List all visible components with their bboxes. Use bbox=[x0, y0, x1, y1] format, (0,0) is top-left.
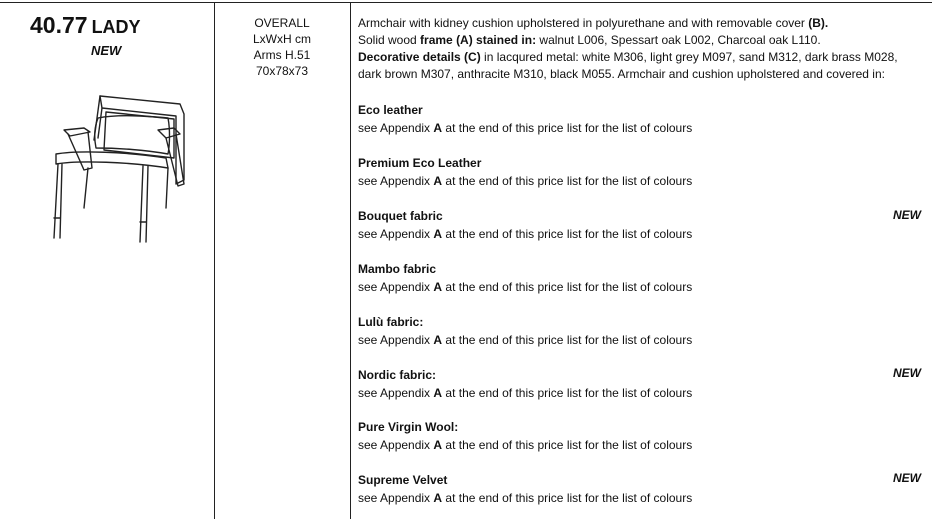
product-new-badge: NEW bbox=[91, 43, 122, 58]
option-pure-virgin-wool bbox=[358, 418, 692, 454]
option-note: see Appendix A at the end of this price list for the list of colours bbox=[358, 438, 693, 452]
option-title: Lulù fabric: bbox=[358, 315, 424, 329]
option-note: see Appendix A at the end of this price list for the list of colours bbox=[358, 121, 693, 135]
dimensions-values: 70x78x73 bbox=[255, 64, 309, 78]
product-code: 40.77 bbox=[30, 12, 88, 38]
description-line-2: Solid wood frame (A) stained in: walnut L006, Spessart oak L002, Charcoal oak L110. bbox=[358, 33, 821, 47]
option-premium-eco-leather bbox=[358, 154, 692, 190]
top-rule bbox=[0, 2, 932, 3]
description-line-3: Decorative details (C) in lacqured metal: white M306, light grey M097, sand M312, dark brass M028, bbox=[358, 50, 898, 64]
option-lulu-fabric bbox=[358, 313, 692, 349]
dimensions-units: LxWxH cm bbox=[253, 32, 311, 46]
option-title: Pure Virgin Wool: bbox=[358, 420, 459, 434]
option-title: Supreme Velvet bbox=[358, 473, 448, 487]
dimensions-label: OVERALL bbox=[254, 16, 310, 30]
option-note: see Appendix A at the end of this price list for the list of colours bbox=[358, 227, 693, 241]
option-nordic-fabric bbox=[358, 366, 692, 402]
option-note: see Appendix A at the end of this price list for the list of colours bbox=[358, 491, 693, 505]
dimensions-block bbox=[216, 15, 348, 79]
description-line-1: Armchair with kidney cushion upholstered in polyurethane and with removable cover (B). bbox=[358, 16, 829, 30]
armchair-icon bbox=[48, 88, 198, 243]
option-mambo-fabric bbox=[358, 260, 692, 296]
option-title: Eco leather bbox=[358, 103, 423, 117]
new-badge: NEW bbox=[893, 208, 921, 222]
option-title: Premium Eco Leather bbox=[358, 156, 482, 170]
option-supreme-velvet bbox=[358, 471, 692, 507]
option-note: see Appendix A at the end of this price list for the list of colours bbox=[358, 174, 693, 188]
option-eco-leather bbox=[358, 101, 692, 137]
option-note: see Appendix A at the end of this price list for the list of colours bbox=[358, 386, 693, 400]
product-heading bbox=[30, 14, 141, 37]
column-divider-1 bbox=[214, 2, 215, 519]
column-divider-2 bbox=[350, 2, 351, 519]
new-badge: NEW bbox=[893, 471, 921, 485]
description-line-4: dark brown M307, anthracite M310, black M055. Armchair and cushion upholstered and covered in: bbox=[358, 67, 885, 81]
option-note: see Appendix A at the end of this price list for the list of colours bbox=[358, 333, 693, 347]
dimensions-arms-height: Arms H.51 bbox=[253, 48, 311, 62]
option-title: Bouquet fabric bbox=[358, 209, 443, 223]
product-description bbox=[358, 15, 918, 83]
option-bouquet-fabric bbox=[358, 207, 692, 243]
product-name: LADY bbox=[91, 17, 141, 37]
option-title: Mambo fabric bbox=[358, 262, 437, 276]
option-title: Nordic fabric: bbox=[358, 368, 437, 382]
new-badge: NEW bbox=[893, 366, 921, 380]
option-note: see Appendix A at the end of this price list for the list of colours bbox=[358, 280, 693, 294]
